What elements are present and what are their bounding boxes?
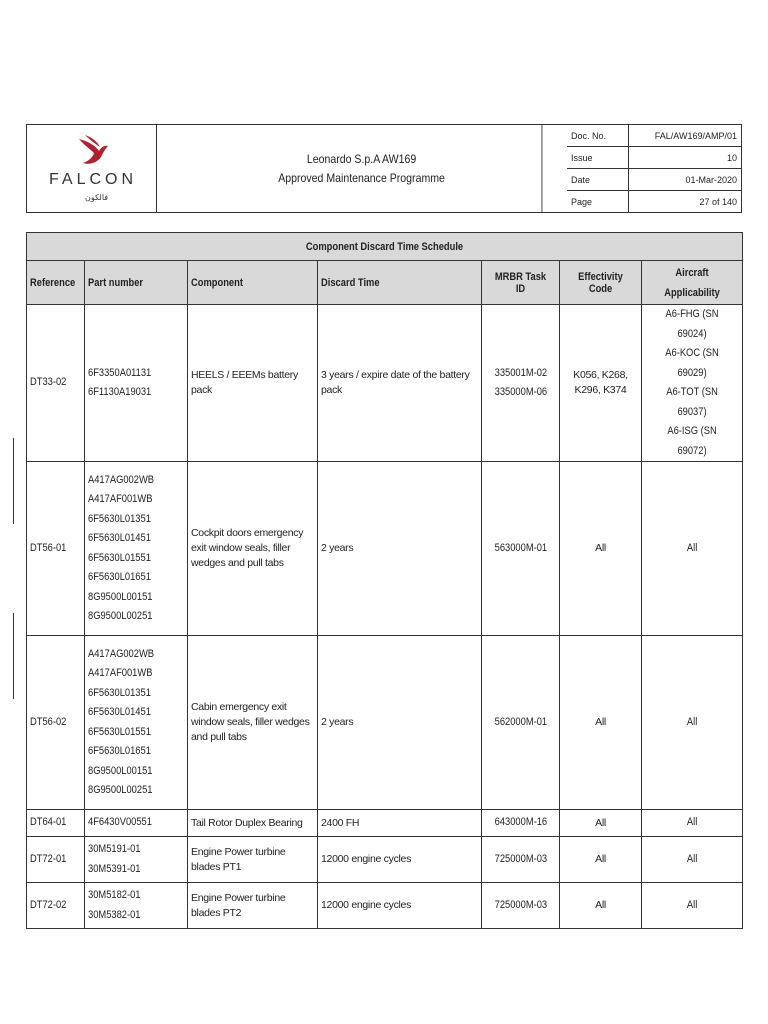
- cell-mrbr-task-id: 563000M-01: [482, 462, 560, 636]
- cell-mrbr-task-id: 335001M-02 335000M-06: [482, 305, 560, 462]
- meta-row-doc-no: [567, 125, 741, 147]
- cell-aircraft-applicability: All: [642, 636, 743, 810]
- cell-discard-time: 3 years / expire date of the battery pack: [318, 305, 482, 462]
- cell-reference: DT33-02: [27, 305, 85, 462]
- cell-reference: DT56-01: [27, 462, 85, 636]
- column-header-component: Component: [188, 261, 318, 305]
- cell-reference: DT64-01: [27, 810, 85, 837]
- cell-component: HEELS / EEEMs battery pack: [188, 305, 318, 462]
- title-line-2: Approved Maintenance Programme: [278, 170, 445, 185]
- column-header-effectivity-code: Effectivity Code: [560, 261, 642, 305]
- cell-discard-time: 2 years: [318, 462, 482, 636]
- cell-component: Cabin emergency exit window seals, filler wedges and pull tabs: [188, 636, 318, 810]
- table-row: [27, 810, 743, 837]
- cell-reference: DT56-02: [27, 636, 85, 810]
- meta-row-date: [567, 169, 741, 191]
- cell-aircraft-applicability: All: [642, 810, 743, 837]
- cell-part-numbers: A417AG002WB A417AF001WB 6F5630L01351 6F5630L01451 6F5630L01551 6F5630L01651 8G9500L00151 8G9500L00251: [85, 636, 188, 810]
- logo-arabic-wordmark: فالكون: [85, 193, 109, 202]
- meta-value: 01-Mar-2020: [685, 174, 737, 185]
- margin-change-bar: [13, 613, 14, 699]
- table-body: [27, 305, 743, 929]
- falcon-bird-icon: [75, 133, 111, 169]
- meta-key: Date: [567, 169, 629, 190]
- cell-part-numbers: 6F3350A01131 6F1130A19031: [85, 305, 188, 462]
- cell-effectivity-code: All: [560, 810, 642, 837]
- discard-time-table: [26, 232, 743, 929]
- cell-component: Cockpit doors emergency exit window seals, filler wedges and pull tabs: [188, 462, 318, 636]
- title-line-1: Leonardo S.p.A AW169: [306, 151, 417, 166]
- cell-discard-time: 12000 engine cycles: [318, 883, 482, 929]
- meta-row-page: [567, 191, 741, 212]
- table-row: [27, 837, 743, 883]
- cell-component: Engine Power turbine blades PT2: [188, 883, 318, 929]
- margin-change-bar: [13, 438, 14, 524]
- column-header-part-number: Part number: [85, 261, 188, 305]
- cell-effectivity-code: K056, K268, K296, K374: [560, 305, 642, 462]
- cell-component: Tail Rotor Duplex Bearing: [188, 810, 318, 837]
- table-caption: Component Discard Time Schedule: [27, 233, 743, 261]
- meta-key: Page: [567, 191, 629, 212]
- cell-mrbr-task-id: 562000M-01: [482, 636, 560, 810]
- cell-discard-time: 12000 engine cycles: [318, 837, 482, 883]
- cell-mrbr-task-id: 643000M-16: [482, 810, 560, 837]
- cell-effectivity-code: All: [560, 883, 642, 929]
- cell-discard-time: 2 years: [318, 636, 482, 810]
- cell-reference: DT72-02: [27, 883, 85, 929]
- meta-key: Issue: [567, 147, 629, 168]
- cell-aircraft-applicability: All: [642, 837, 743, 883]
- cell-effectivity-code: All: [560, 462, 642, 636]
- table-row: [27, 636, 743, 810]
- document-title: [182, 125, 543, 212]
- logo: [27, 125, 157, 212]
- cell-aircraft-applicability: All: [642, 462, 743, 636]
- table-row: [27, 305, 743, 462]
- column-header-discard-time: Discard Time: [318, 261, 482, 305]
- cell-part-numbers: 30M5182-01 30M5382-01: [85, 883, 188, 929]
- cell-discard-time: 2400 FH: [318, 810, 482, 837]
- cell-reference: DT72-01: [27, 837, 85, 883]
- cell-effectivity-code: All: [560, 636, 642, 810]
- meta-value: 27 of 140: [699, 196, 737, 207]
- cell-part-numbers: A417AG002WB A417AF001WB 6F5630L01351 6F5630L01451 6F5630L01551 6F5630L01651 8G9500L00151 8G9500L00251: [85, 462, 188, 636]
- table-row: [27, 883, 743, 929]
- cell-aircraft-applicability: All: [642, 883, 743, 929]
- cell-mrbr-task-id: 725000M-03: [482, 883, 560, 929]
- table-header-row: [27, 261, 743, 305]
- meta-row-issue: [567, 147, 741, 169]
- cell-part-numbers: 30M5191-01 30M5391-01: [85, 837, 188, 883]
- meta-value: 10: [726, 152, 737, 163]
- meta-key: Doc. No.: [567, 125, 629, 146]
- cell-aircraft-applicability: A6-FHG (SN 69024) A6-KOC (SN 69029) A6-TOT (SN 69037) A6-ISG (SN 69072): [642, 305, 743, 462]
- table-row: [27, 462, 743, 636]
- table-caption-row: [27, 233, 743, 261]
- meta-value: FAL/AW169/AMP/01: [654, 130, 737, 141]
- document-meta: [567, 125, 741, 212]
- cell-effectivity-code: All: [560, 837, 642, 883]
- column-header-aircraft-applicability: Aircraft Applicability: [642, 261, 743, 305]
- cell-part-numbers: 4F6430V00551: [85, 810, 188, 837]
- document-header: [26, 124, 742, 213]
- logo-wordmark: FALCON: [49, 171, 138, 188]
- cell-component: Engine Power turbine blades PT1: [188, 837, 318, 883]
- column-header-reference: Reference: [27, 261, 85, 305]
- cell-mrbr-task-id: 725000M-03: [482, 837, 560, 883]
- column-header-mrbr-task-id: MRBR Task ID: [482, 261, 560, 305]
